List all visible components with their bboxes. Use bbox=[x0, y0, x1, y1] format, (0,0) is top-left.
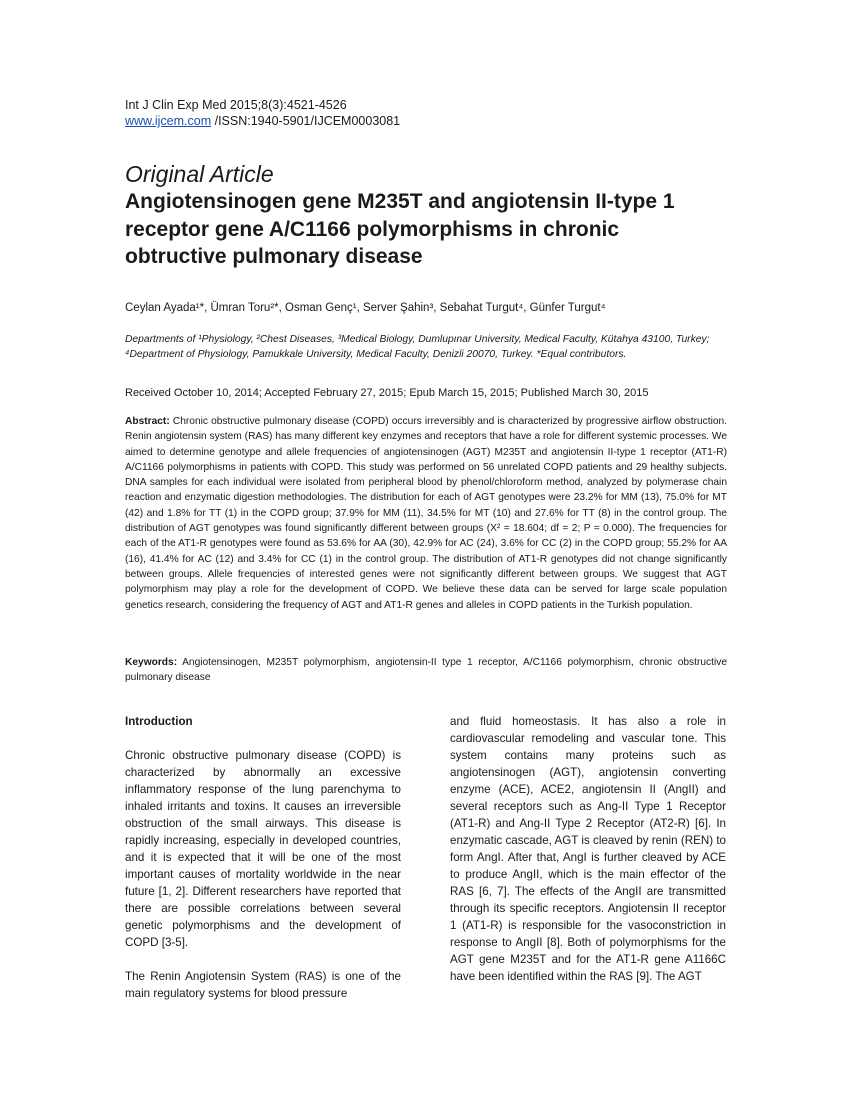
abstract-label: Abstract: bbox=[125, 416, 170, 427]
abstract-text: Chronic obstructive pulmonary disease (COPD) occurs irreversibly and is characterized by progressive airflow obstruction. Renin angiotensin system (RAS) has many different key enzymes and receptors that have a role for different systemic processes. We aimed to determine genotype and allele frequencies of angiotensinogen (AGT) M235T and angiotensin II-type 1 receptor (AT1-R) A/C1166 polymorphisms in patients with COPD. This study was performed on 56 unrelated COPD patients and 29 healthy subjects. DNA samples for each individual were isolated from peripheral blood by phenol/chloroform method, analyzed by polymerase chain reaction and enzymatic digestion methodologies. The distribution for each of AGT genotypes were 23.2% for MM (13), 75.0% for MT (42) and 1.8% for TT (1) in the COPD group; 37.9% for MM (11), 34.5% for MT (10) and 27.6% for TT (8) in the control group. The distribution of AGT genotypes was found significantly different between groups (X² = 18.604; df = 2; P = 0.000). The frequencies for each of the AT1-R genotypes were found as 53.6% for AA (30), 42.9% for AC (24), 3.6% for CC (2) in the COPD group; 55.2% for AA (16), 41.4% for AC (12) and 3.4% for CC (1) in the control group. The distribution of AT1-R genotypes did not change significantly between groups. Allele frequencies of interested genes were not significantly different between groups. We suggest that AGT polymorphism may play a role for the development of COPD. We believe these data can be served for large scale population genetics research, considering the frequency of AGT and AT1-R genes and alleles in COPD patients in the Turkish population. bbox=[125, 416, 727, 611]
article-title: Angiotensinogen gene M235T and angiotensin II-type 1 receptor gene A/C1166 polymorphisms in chronic obtructive pulmonary disease bbox=[125, 190, 675, 268]
publication-dates: Received October 10, 2014; Accepted February 27, 2015; Epub March 15, 2015; Published March 30, 2015 bbox=[125, 387, 649, 399]
paragraph: The Renin Angiotensin System (RAS) is one of the main regulatory systems for blood pressure bbox=[125, 970, 401, 1000]
abstract bbox=[125, 414, 727, 613]
keywords-text: Angiotensinogen, M235T polymorphism, angiotensin-II type 1 receptor, A/C1166 polymorphism, chronic obstructive pulmonary disease bbox=[125, 657, 727, 684]
journal-citation: Int J Clin Exp Med 2015;8(3):4521-4526 bbox=[125, 98, 347, 112]
body-column-left bbox=[125, 713, 401, 1019]
body-column-right bbox=[450, 713, 726, 1002]
keywords-label: Keywords: bbox=[125, 657, 178, 668]
journal-website-link[interactable]: www.ijcem.com bbox=[125, 114, 212, 128]
affiliations: Departments of ¹Physiology, ²Chest Diseases, ³Medical Biology, Dumlupınar University, Medical Faculty, Kütahya 43100, Turkey; ⁴Department of Physiology, Pamukkale University, Medical Faculty, Denizli 20070, Turkey. *Equal contributors. bbox=[125, 334, 710, 361]
issn-text: /ISSN:1940-5901/IJCEM0003081 bbox=[211, 114, 401, 128]
paragraph: Chronic obstructive pulmonary disease (COPD) is characterized by abnormally an excessive inflammatory response of the lung parenchyma to inhaled irritants and toxins. It causes an irreversible obstruction of the small airways. This disease is rapidly increasing, especially in developed countries, and it is expected that it will be one of the most important causes of mortality worldwide in the near future [1, 2]. Different researchers have reported that there are possible correlations between several genetic polymorphisms and the development of COPD [3-5]. bbox=[125, 749, 401, 949]
paragraph: and fluid homeostasis. It has also a role in cardiovascular remodeling and vascular tone. This system contains many proteins such as angiotensinogen (AGT), angiotensin converting enzyme (ACE), ACE2, angiotensin II (AngII) and several receptors such as Ang-II Type 1 Receptor (AT1-R) and Ang-II Type 2 Receptor (AT2-R) [6]. In enzymatic cascade, AGT is cleaved by renin (REN) to form AngI. After that, AngI is further cleaved by ACE to produce AngII, which is the main effector of the RAS [6, 7]. The effects of the AngII are transmitted through its specific receptors. Angiotensin II receptor 1 (AT1-R) is responsible for the vasoconstriction in response to AngII [8]. Both of polymorphisms for the AGT gene M235T and for the AT1-R gene A1166C have been identified within the RAS [9]. The AGT bbox=[450, 715, 726, 983]
author-list: Ceylan Ayada¹*, Ümran Toru²*, Osman Genç¹, Server Şahin³, Sebahat Turgut⁴, Günfer Turgut⁴ bbox=[125, 302, 606, 314]
section-heading-introduction: Introduction bbox=[125, 715, 193, 728]
keywords bbox=[125, 655, 727, 686]
article-type: Original Article bbox=[125, 161, 274, 187]
journal-url-line bbox=[125, 113, 400, 129]
